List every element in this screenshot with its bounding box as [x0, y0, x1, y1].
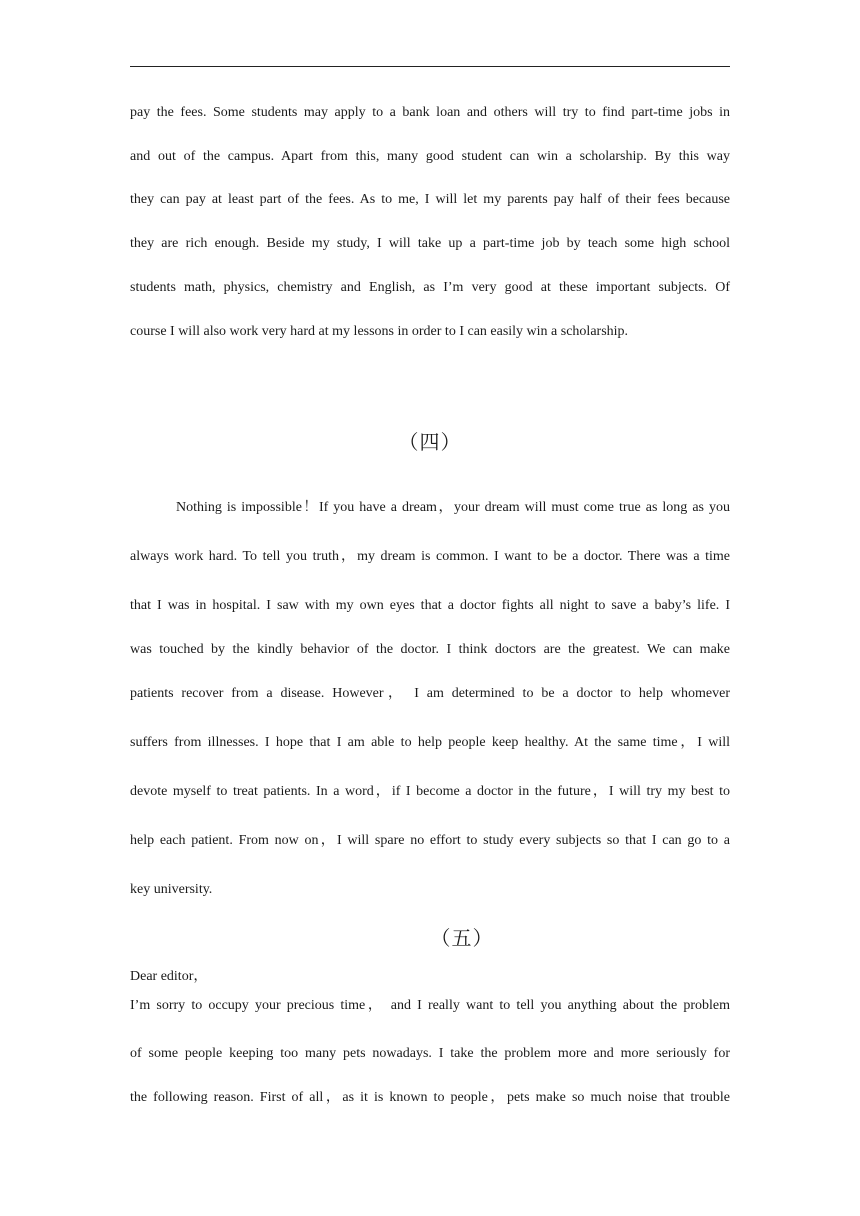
header-rule	[130, 66, 730, 67]
text-line: the following reason. First of all，as it is known to people，pets make so much noise that trouble	[130, 1090, 730, 1105]
text-line: I’m sorry to occupy your precious time， and I really want to tell you anything about the problem	[130, 998, 730, 1013]
text-line: help each patient. From now on，I will spare no effort to study every subjects so that I can go to a	[130, 833, 730, 848]
section5-heading: （五）	[430, 926, 494, 950]
text-line: always work hard. To tell you truth，my dream is common. I want to be a doctor. There was a time	[130, 549, 730, 564]
text-line: of some people keeping too many pets nowadays. I take the problem more and more seriously for	[130, 1046, 730, 1061]
text-line: pay the fees. Some students may apply to a bank loan and others will try to find part-time jobs in	[130, 105, 730, 120]
text-line: they can pay at least part of the fees. As to me, I will let my parents pay half of their fees because	[130, 192, 730, 207]
text-line: was touched by the kindly behavior of the doctor. I think doctors are the greatest. We can make	[130, 642, 730, 657]
text-line: course I will also work very hard at my lessons in order to I can easily win a scholarship.	[130, 324, 629, 339]
text-line: Nothing is impossible！If you have a dream，your dream will must come true as long as you	[176, 500, 730, 515]
text-line: and out of the campus. Apart from this, many good student can win a scholarship. By this way	[130, 149, 730, 164]
section4-heading: （四）	[398, 430, 462, 454]
text-line: that I was in hospital. I saw with my own eyes that a doctor fights all night to save a baby’s life. I	[130, 598, 730, 613]
text-line: students math, physics, chemistry and English, as I’m very good at these important subjects. Of	[130, 280, 730, 295]
salutation: Dear editor，	[130, 969, 208, 984]
text-line: devote myself to treat patients. In a word，if I become a doctor in the future，I will try my best to	[130, 784, 730, 799]
text-line: patients recover from a disease. However， I am determined to be a doctor to help whomever	[130, 686, 730, 701]
text-line: suffers from illnesses. I hope that I am able to help people keep healthy. At the same time，I will	[130, 735, 730, 750]
text-line: they are rich enough. Beside my study, I will take up a part-time job by teach some high school	[130, 236, 730, 251]
text-line: key university.	[130, 882, 213, 897]
